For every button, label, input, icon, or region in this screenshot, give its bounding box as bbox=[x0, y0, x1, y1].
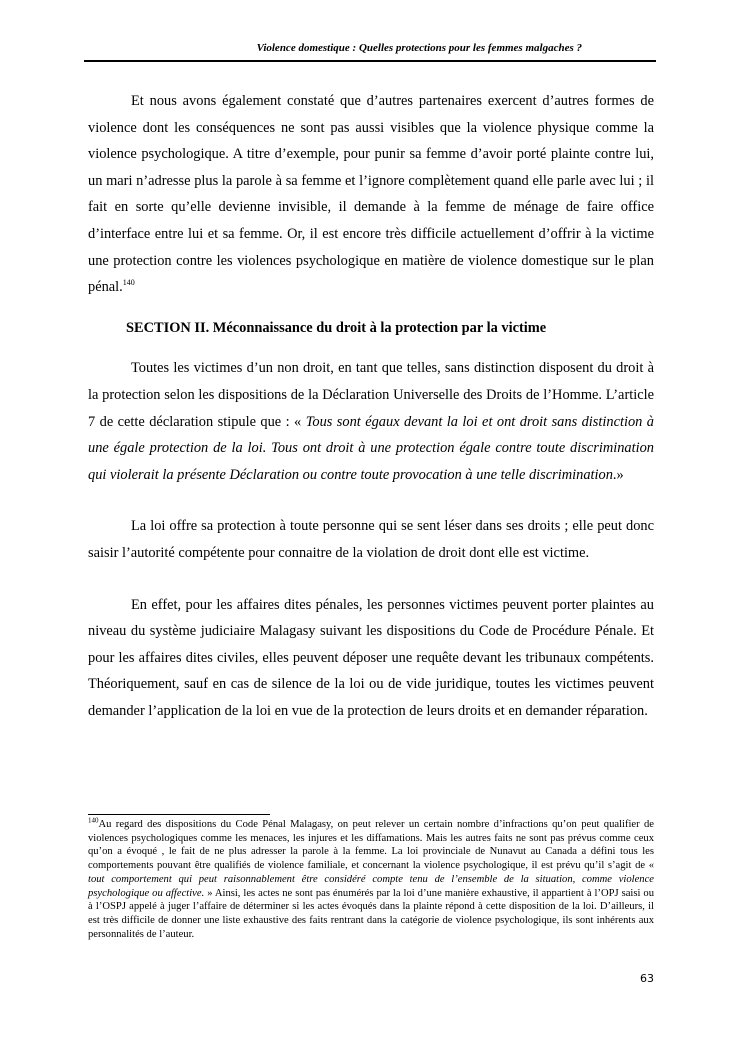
footnote-separator bbox=[88, 814, 270, 815]
footnote-text-a: Au regard des dispositions du Code Pénal Malagasy, on peut relever un certain nombre d’infractions qu’on peut qualifier de violences psychologiques comme les menaces, les injures et les diffamations. Mais les autres faits ne sont pas prévus comme ceux qu’on a évoqué , le fait de ne plus adresser la parole à la femme. La loi provinciale de Nunavut au Canada a défini tous les comportements pouvant être qualifiés de violence familiale, et concernant la violence psychologique, il est prévu qu’il s’agit de « bbox=[88, 819, 654, 872]
header-rule bbox=[84, 60, 656, 62]
paragraph-1 bbox=[88, 88, 654, 301]
running-header bbox=[84, 41, 656, 55]
section-heading: SECTION II. Méconnaissance du droit à la protection par la victime bbox=[126, 319, 547, 336]
paragraph-2-quote: Tous sont égaux devant la loi et ont droit sans distinction à une égale protection de la loi. Tous ont droit à une protection égale contre toute discrimination qui violerait la présente Déclaration ou contre toute provocation à une telle discrimination bbox=[88, 413, 655, 483]
footnote-140 bbox=[88, 818, 654, 941]
paragraph-1-text: Et nous avons également constaté que d’autres partenaires exercent d’autres formes de violence dont les conséquences ne sont pas aussi visibles que la violence physique comme la violence psychologique. A titre d’exemple, pour punir sa femme d’avoir porté plainte contre lui, un mari n’adresse plus la parole à sa femme et l’ignore complètement quand elle parle avec lui ; il fait en sorte qu’elle devienne invisible, il demande à la femme de ménage de faire office d’interface entre lui et sa femme. Or, il est encore très difficile actuellement d’offrir à la victime une protection contre les violences psychologique en matière de violence domestique sur le plan pénal. bbox=[88, 93, 654, 296]
paragraph-4: En effet, pour les affaires dites pénales, les personnes victimes peuvent porter plaintes au niveau du système judiciaire Malagasy suivant les dispositions du Code de Procédure Pénale. Et pour les affaires dites civiles, elles peuvent déposer une requête devant les tribunaux compétents. Théoriquement, sauf en cas de silence de la loi ou de vide juridique, toutes les victimes peuvent demander l’application de la loi en vue de la protection de leurs droits et en demander réparation. bbox=[88, 596, 654, 719]
paragraph-3: La loi offre sa protection à toute personne qui se sent léser dans ses droits ; elle peut donc saisir l’autorité compétente pour connaitre de la violation de droit dont elle est victime. bbox=[88, 518, 654, 561]
paragraph-2 bbox=[88, 355, 654, 488]
footnote-number: 140 bbox=[88, 816, 99, 825]
footnote-text-b: » Ainsi, les actes ne sont pas énumérés par la loi d’une manière exhaustive, il appartient à l’OPJ saisi ou à l’OSPJ appelé à juger l’affaire de déterminer si les actes évoqués dans la plainte répond à cette disposition de la loi. D’ailleurs, il est très difficile de donner une liste exhaustive des faits rentrant dans la catégorie de violence psychologique, ils sont inhérents aux personnalités de l’auteur. bbox=[88, 887, 654, 940]
paragraph-2-end: .» bbox=[612, 466, 624, 483]
paragraph-2-intro: Toutes les victimes d’un non droit, en tant que telles, sans distinction disposent du droit à la protection selon les dispositions de la Déclaration Universelle des Droits de l’Homme. L’article 7 de cette déclaration stipule que : « bbox=[88, 360, 654, 430]
main-text bbox=[88, 88, 654, 724]
footnote-quote: tout comportement qui peut raisonnablement être considéré compte tenu de l’ensemble de la situation, comme violence psychologique ou affective. bbox=[88, 873, 654, 899]
running-title: Violence domestique : Quelles protections pour les femmes malgaches ? bbox=[256, 42, 582, 54]
footnote-ref-140[interactable]: 140 bbox=[122, 278, 135, 288]
page-number: 63 bbox=[640, 972, 654, 985]
